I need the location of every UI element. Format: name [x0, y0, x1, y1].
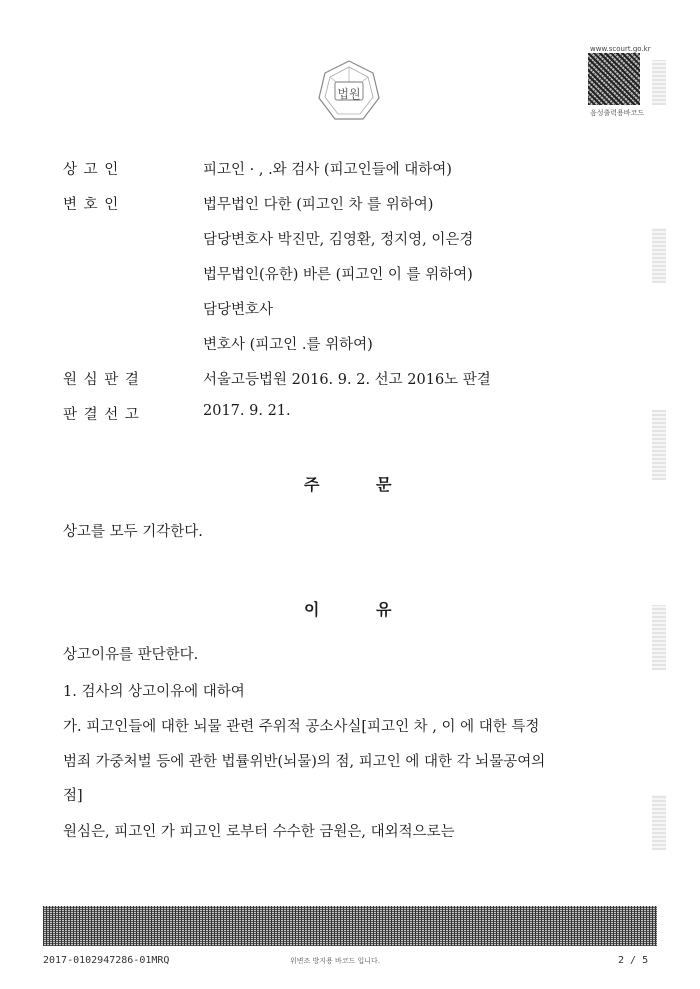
party-value: 담당변호사	[203, 302, 274, 318]
barcode-note: 위변조 방지용 바코드 입니다.	[290, 957, 381, 965]
reason-line: 원심은, 피고인 가 피고인 로부터 수수한 금원은, 대외적으로는	[63, 824, 455, 840]
order-heading-char: 문	[376, 475, 392, 494]
party-label: 상 고 인	[63, 162, 120, 178]
court-seal	[316, 58, 382, 124]
party-label: 원 심 판 결	[63, 372, 140, 388]
reason-line: 점]	[63, 788, 83, 804]
party-value: 담당변호사 박진만, 김영환, 정지영, 이은경	[203, 232, 474, 248]
party-value: 법무법인(유한) 바른 (피고인 이 를 위하여)	[203, 267, 473, 283]
order-heading-char: 주	[304, 475, 320, 494]
reason-line: 범죄 가중처벌 등에 관한 법률위반(뇌물)의 점, 피고인 에 대한 각 뇌물공여의	[63, 754, 546, 770]
margin-mark	[652, 60, 666, 105]
margin-mark	[652, 410, 666, 480]
party-value: 변호사 (피고인 .를 위하여)	[203, 337, 373, 353]
reason-line: 상고이유를 판단한다.	[63, 647, 199, 663]
page-number: 2 / 5	[618, 955, 649, 966]
party-value: 서울고등법원 2016. 9. 2. 선고 2016노 판결	[203, 372, 491, 388]
party-label: 변 호 인	[63, 197, 120, 213]
qr-url: www.scourt.go.kr	[590, 45, 651, 53]
party-value: 법무법인 다한 (피고인 차 를 위하여)	[203, 197, 434, 213]
qr-code-icon	[588, 53, 640, 105]
document-id: 2017-0102947286-01MRQ	[43, 955, 170, 966]
reason-heading-char: 이	[304, 600, 320, 619]
anti-forgery-barcode-icon	[43, 906, 657, 946]
margin-mark	[652, 228, 666, 283]
court-seal-text: 법원	[337, 87, 361, 101]
party-value: 피고인 · , .와 검사 (피고인들에 대하여)	[203, 162, 452, 178]
order-text: 상고를 모두 기각한다.	[63, 524, 203, 540]
margin-mark	[652, 795, 666, 850]
party-label: 판 결 선 고	[63, 407, 140, 423]
qr-label: 음성출력용바코드	[590, 109, 645, 117]
party-value: 2017. 9. 21.	[203, 403, 291, 419]
reason-line: 가. 피고인들에 대한 뇌물 관련 주위적 공소사실[피고인 차 , 이 에 대한 특정	[63, 719, 540, 735]
margin-mark	[652, 605, 666, 670]
reason-heading-char: 유	[376, 600, 392, 619]
reason-line: 1. 검사의 상고이유에 대하여	[63, 684, 245, 700]
